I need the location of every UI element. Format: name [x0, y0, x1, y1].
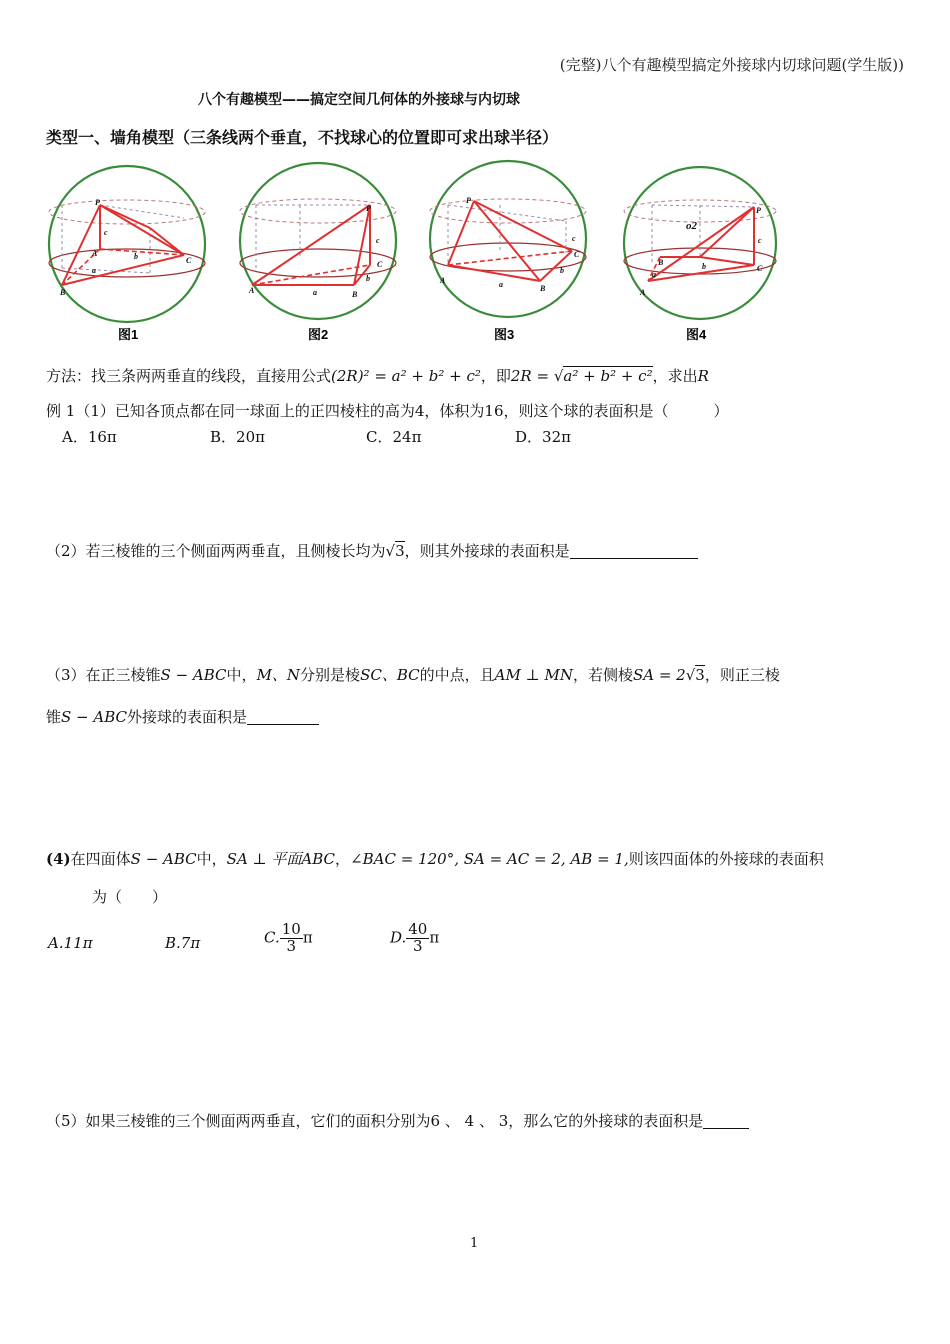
figure-3 [430, 161, 586, 317]
fig2-label-c: c [376, 236, 380, 245]
figure-4 [624, 167, 776, 319]
fig1-label-C: C [186, 256, 192, 265]
fig4-label-a: a [652, 270, 656, 279]
question-3-line-2: 锥S − ABC外接球的表面积是 [46, 706, 319, 727]
fig4-label-c: c [758, 236, 762, 245]
question-4-line-2: 为（ ） [92, 888, 168, 906]
method-line: 方法：找三条两两垂直的线段，直接用公式(2R)² = a² + b² + c²，即2R = √a² + b² + c²，求出R [46, 367, 709, 385]
question-5: （5）如果三棱锥的三个侧面两两垂直，它们的面积分别为6 、 4 、 3，那么它的外接球的表面积是 [46, 1110, 749, 1131]
fig4-label-B: B [658, 258, 664, 267]
figure-3-caption: 图3 [494, 327, 515, 342]
fig1-label-a: a [92, 266, 96, 275]
fig1-label-B: B [60, 288, 66, 297]
example-1-question-1: 例 1（1）已知各顶点都在同一球面上的正四棱柱的高为4，体积为16，则这个球的表面积是（ ） [46, 402, 729, 420]
fig3-label-b: b [560, 266, 564, 275]
fig3-label-B: B [540, 284, 546, 293]
fig2-label-P: P [366, 204, 371, 213]
fig3-label-C: C [574, 250, 580, 259]
question-4-line-1: (4)在四面体S − ABC中，SA ⊥ 平面ABC，∠BAC = 120°, SA = AC = 2, AB = 1,则该四面体的外接球的表面积 [46, 850, 824, 868]
ex1-option-b[interactable]: B．20π [210, 428, 265, 446]
q5-answer-blank[interactable] [703, 1112, 749, 1129]
q4-option-b[interactable]: B.7π [165, 934, 201, 952]
fig4-label-b: b [702, 262, 706, 271]
fig4-label-P: P [756, 206, 761, 215]
ex1-option-c[interactable]: C．24π [366, 428, 422, 446]
page-number: 1 [470, 1236, 479, 1251]
figure-2 [240, 163, 396, 319]
fig2-label-b: b [366, 274, 370, 283]
question-3-line-1: （3）在正三棱锥S − ABC中，M、N分别是棱SC、BC的中点，且AM ⊥ MN，若侧棱SA = 2√3，则正三棱 [46, 666, 780, 684]
fig3-label-c: c [572, 234, 576, 243]
figure-4-caption: 图4 [686, 327, 707, 342]
q3-answer-blank[interactable] [247, 708, 319, 725]
document-header: (完整)八个有趣模型搞定外接球内切球问题(学生版)) [559, 56, 904, 74]
fig2-label-C: C [377, 260, 383, 269]
question-2: （2）若三棱锥的三个侧面两两垂直，且侧棱长均为√3，则其外接球的表面积是 [46, 540, 698, 561]
fig1-label-A: A [92, 249, 98, 258]
fig1-label-P: P [95, 198, 100, 207]
fig2-label-B: B [352, 290, 358, 299]
page-title: 八个有趣模型——搞定空间几何体的外接球与内切球 [198, 92, 520, 108]
fig4-label-C: C [757, 264, 763, 273]
fig2-label-A: A [249, 286, 255, 295]
q4-option-d[interactable]: D. $\frac{40}{3}$ π [390, 920, 440, 955]
fig1-label-c: c [104, 228, 108, 237]
figure-1 [49, 166, 205, 322]
fig2-label-a: a [313, 288, 317, 297]
q4-option-a[interactable]: A.11π [48, 934, 93, 952]
section-heading-type1: 类型一、墙角模型（三条线两个垂直，不找球心的位置即可求出球半径） [46, 128, 559, 147]
q2-answer-blank[interactable] [570, 542, 698, 559]
fig4-label-A: A [640, 288, 646, 297]
ex1-option-a[interactable]: A．16π [62, 428, 117, 446]
fig3-label-P: P [466, 196, 471, 205]
fig3-label-a: a [499, 280, 503, 289]
q4-option-c[interactable]: C. $\frac{10}{3}$ π [264, 920, 313, 955]
figure-1-caption: 图1 [118, 327, 139, 342]
figure-2-caption: 图2 [308, 327, 329, 342]
sphere-figures [0, 153, 950, 353]
fig1-label-b: b [134, 252, 138, 261]
fig4-label-o2: o2 [686, 220, 697, 232]
ex1-option-d[interactable]: D．32π [515, 428, 571, 446]
fig3-label-A: A [440, 276, 446, 285]
